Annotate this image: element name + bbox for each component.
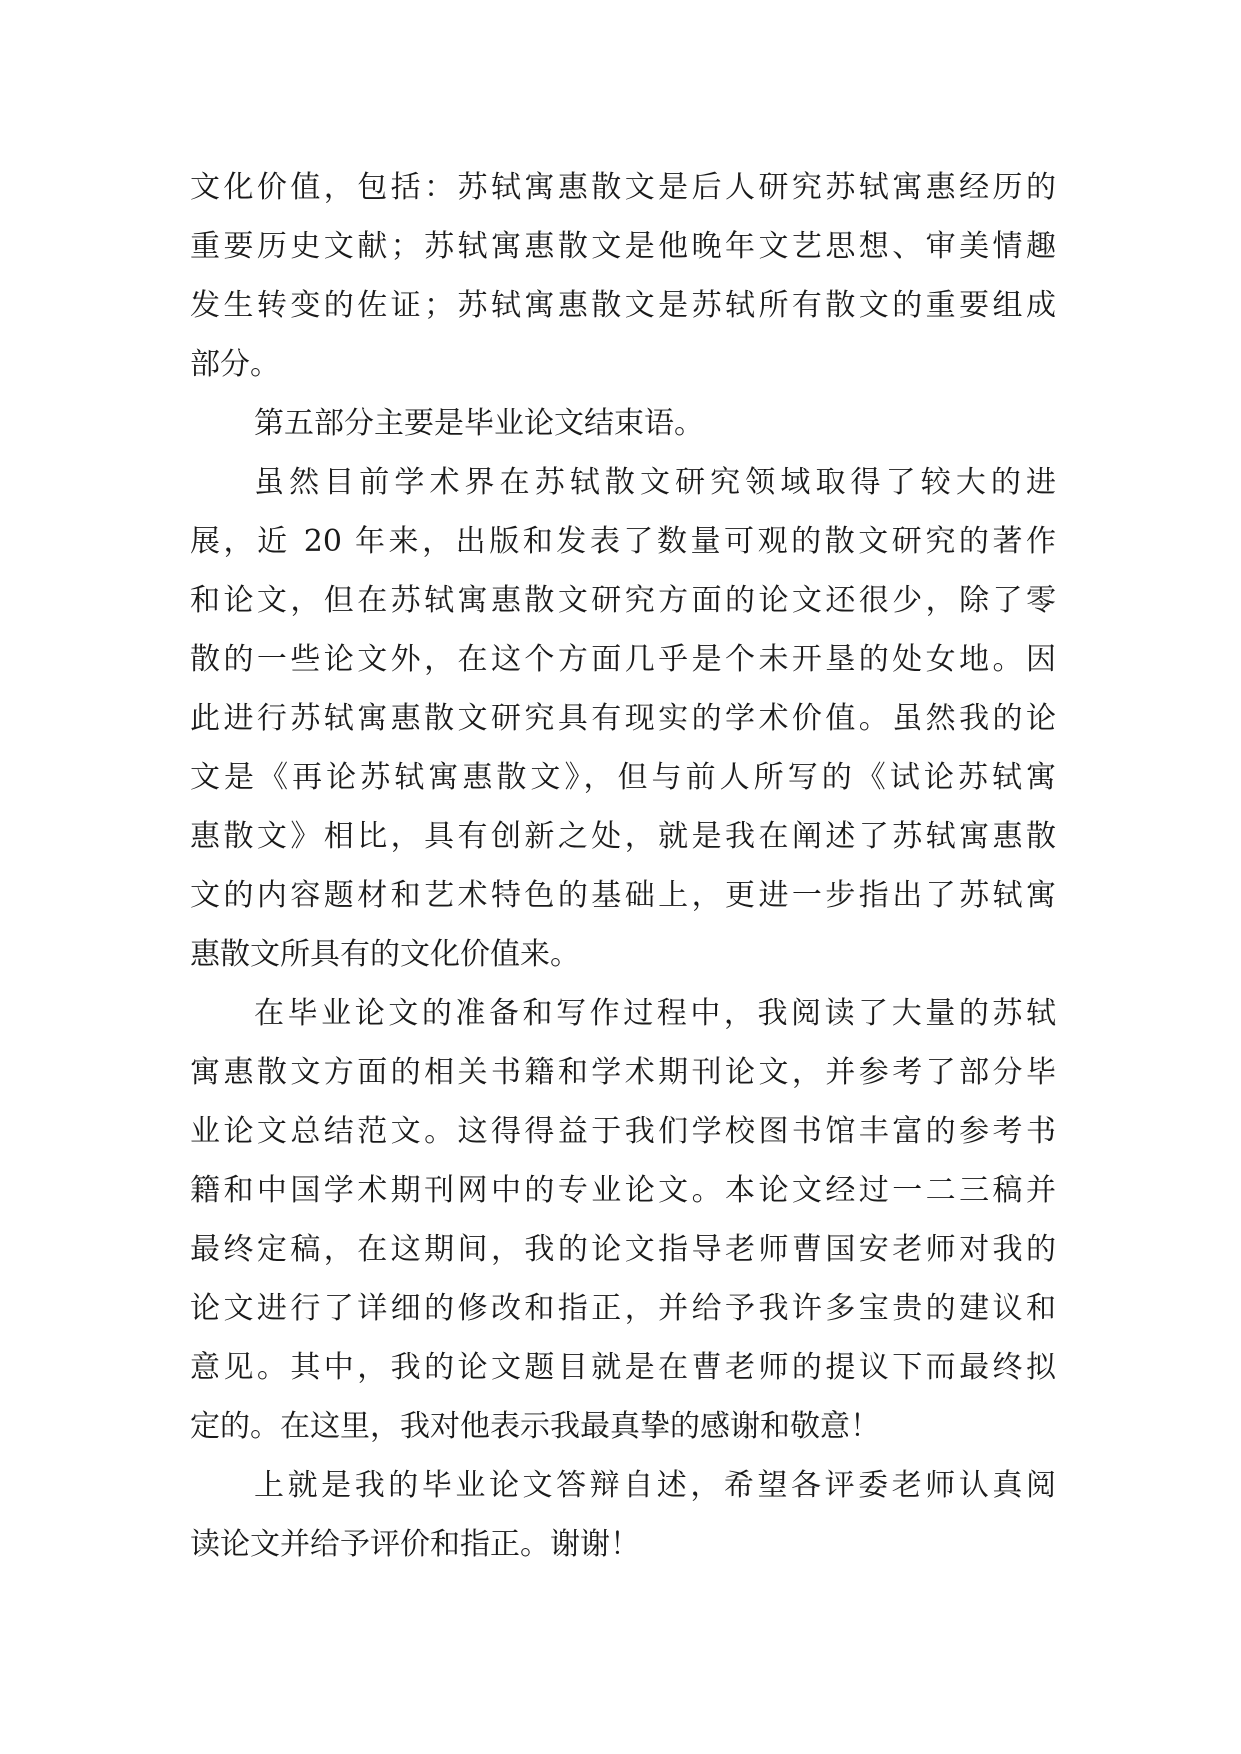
text-line: 寓惠散文方面的相关书籍和学术期刊论文，并参考了部分毕: [190, 1055, 1056, 1090]
text-line: 部分。: [190, 347, 280, 382]
paragraph-first-line: 虽然目前学术界在苏轼散文研究领域取得了较大的进: [254, 465, 1056, 500]
text-line: 此进行苏轼寓惠散文研究具有现实的学术价值。虽然我的论: [190, 701, 1056, 736]
text-line: 最终定稿，在这期间，我的论文指导老师曹国安老师对我的: [190, 1232, 1056, 1267]
text-line: 论文进行了详细的修改和指正，并给予我许多宝贵的建议和: [190, 1291, 1056, 1326]
text-line: 展，近 20 年来，出版和发表了数量可观的散文研究的著作: [190, 524, 1056, 559]
text-line: 籍和中国学术期刊网中的专业论文。本论文经过一二三稿并: [190, 1173, 1056, 1208]
text-line: 读论文并给予评价和指正。谢谢！: [190, 1527, 640, 1562]
text-line: 散的一些论文外，在这个方面几乎是个未开垦的处女地。因: [190, 642, 1056, 677]
paragraph-first-line: 在毕业论文的准备和写作过程中，我阅读了大量的苏轼: [254, 996, 1056, 1031]
text-line: 定的。在这里，我对他表示我最真挚的感谢和敬意！: [190, 1409, 880, 1444]
text-line: 重要历史文献；苏轼寓惠散文是他晚年文艺思想、审美情趣: [190, 229, 1056, 264]
text-line: 和论文，但在苏轼寓惠散文研究方面的论文还很少，除了零: [190, 583, 1056, 618]
text-line: 意见。其中，我的论文题目就是在曹老师的提议下而最终拟: [190, 1350, 1056, 1385]
text-line: 发生转变的佐证；苏轼寓惠散文是苏轼所有散文的重要组成: [190, 288, 1056, 323]
text-line: 文化价值，包括：苏轼寓惠散文是后人研究苏轼寓惠经历的: [190, 170, 1056, 205]
text-line: 文是《再论苏轼寓惠散文》，但与前人所写的《试论苏轼寓: [190, 760, 1056, 795]
text-line: 惠散文》相比，具有创新之处，就是我在阐述了苏轼寓惠散: [190, 819, 1056, 854]
paragraph-first-line: 上就是我的毕业论文答辩自述，希望各评委老师认真阅: [254, 1468, 1056, 1503]
text-line: 惠散文所具有的文化价值来。: [190, 937, 580, 972]
paragraph-first-line: 第五部分主要是毕业论文结束语。: [254, 406, 704, 441]
text-line: 文的内容题材和艺术特色的基础上，更进一步指出了苏轼寓: [190, 878, 1056, 913]
body-text: [190, 158, 1056, 1574]
text-line: 业论文总结范文。这得得益于我们学校图书馆丰富的参考书: [190, 1114, 1056, 1149]
